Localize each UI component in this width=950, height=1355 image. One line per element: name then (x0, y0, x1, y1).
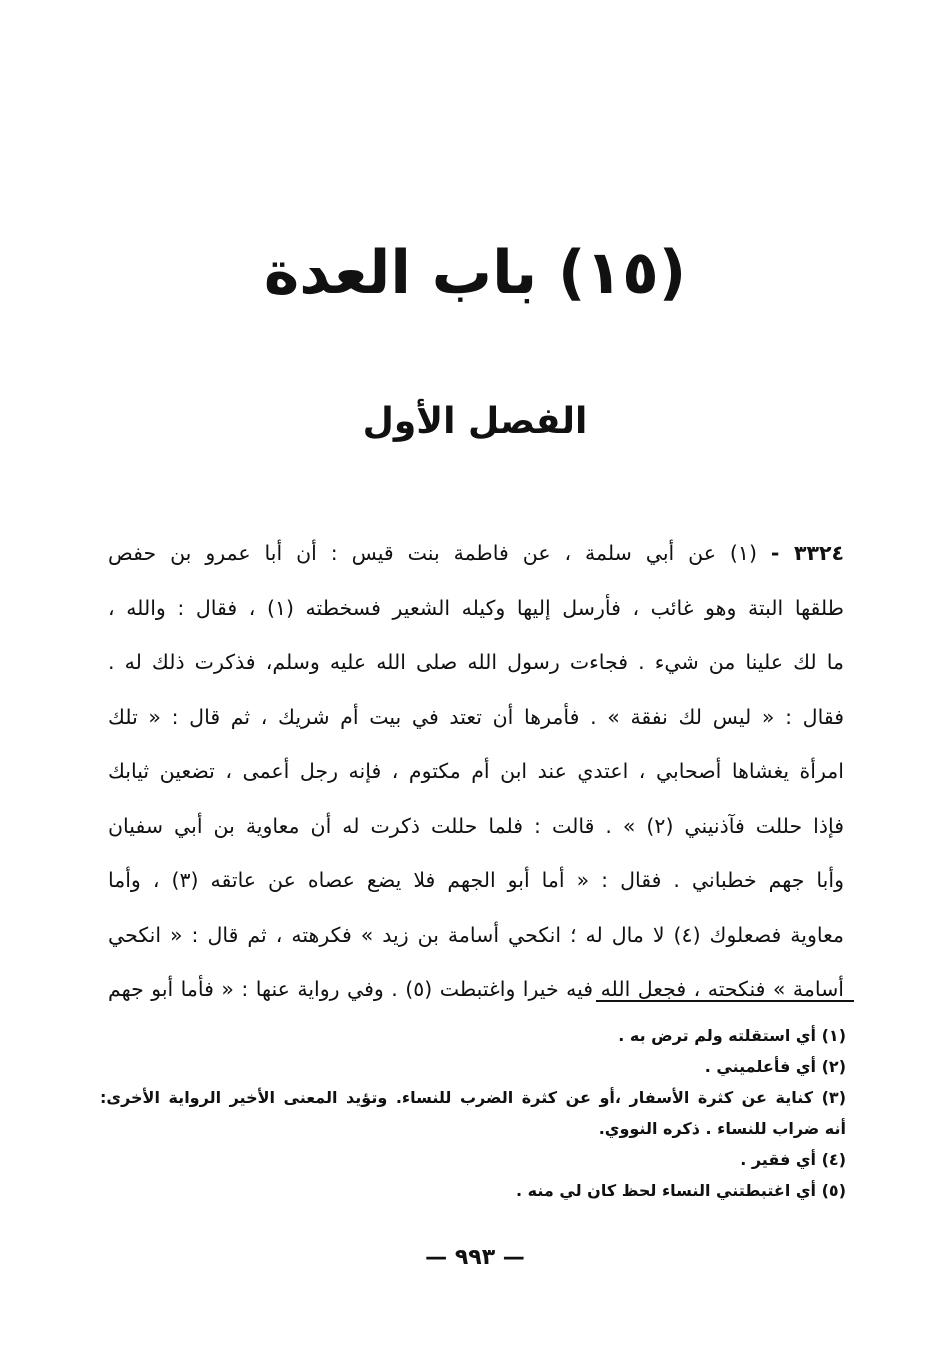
hadith-line: وأبا جهم خطباني . فقال : « أما أبو الجهم فلا يضع عصاه عن عاتقه (٣) ، وأما (108, 868, 844, 892)
hadith-line: طلقها البتة وهو غائب ، فأرسل إليها وكيله الشعير فسخطته (١) ، فقال : والله ، (108, 595, 844, 620)
hadith-line-text: (١) عن أبي سلمة ، عن فاطمة بنت قيس : أن أبا عمرو بن حفص (108, 541, 757, 565)
footnotes (100, 1020, 846, 1206)
hadith-line: فقال : « ليس لك نفقة » . فأمرها أن تعتد في بيت أم شريك ، ثم قال : « تلك (108, 704, 844, 729)
hadith-number: ٣٣٢٤ - (770, 541, 844, 565)
footnote-divider (596, 1000, 854, 1002)
footnote-continuation: أنه ضراب للنساء . ذكره النووي. (598, 1119, 846, 1138)
footnote: (١) أي استقلته ولم ترض به . (618, 1026, 846, 1045)
chapter-title: (١٥) باب العدة (263, 238, 687, 308)
hadith-line: أسامة » فنكحته ، فجعل الله فيه خيرا واغتبطت (٥) . وفي رواية عنها : « فأما أبو جهم (108, 977, 844, 1001)
footnote: (٤) أي فقير . (740, 1150, 846, 1169)
section-title: الفصل الأول (362, 401, 588, 442)
hadith-line: فإذا حللت فآذنيني (٢) » . قالت : فلما حللت ذكرت له أن معاوية بن أبي سفيان (108, 813, 844, 838)
footnote: (٣) كناية عن كثرة الأسفار ،أو عن كثرة الضرب للنساء. وتؤيد المعنى الأخير الرواية الأخرى: (100, 1088, 846, 1107)
footnote: (٥) أي اغتبطتني النساء لحظ كان لي منه . (516, 1181, 846, 1200)
hadith-line: ما لك علينا من شيء . فجاءت رسول الله صلى الله عليه وسلم، فذكرت ذلك له . (108, 650, 844, 674)
hadith-line: معاوية فصعلوك (٤) لا مال له ؛ انكحي أسامة بن زيد » فكرهته ، ثم قال : « انكحي (108, 922, 844, 947)
footnote: (٢) أي فأعلميني . (704, 1057, 846, 1076)
hadith-text (108, 526, 844, 1017)
hadith-line (108, 526, 844, 581)
page-number: — ٩٩٣ — (425, 1245, 525, 1270)
hadith-line: امرأة يغشاها أصحابي ، اعتدي عند ابن أم مكتوم ، فإنه رجل أعمى ، تضعين ثيابك (108, 759, 844, 783)
